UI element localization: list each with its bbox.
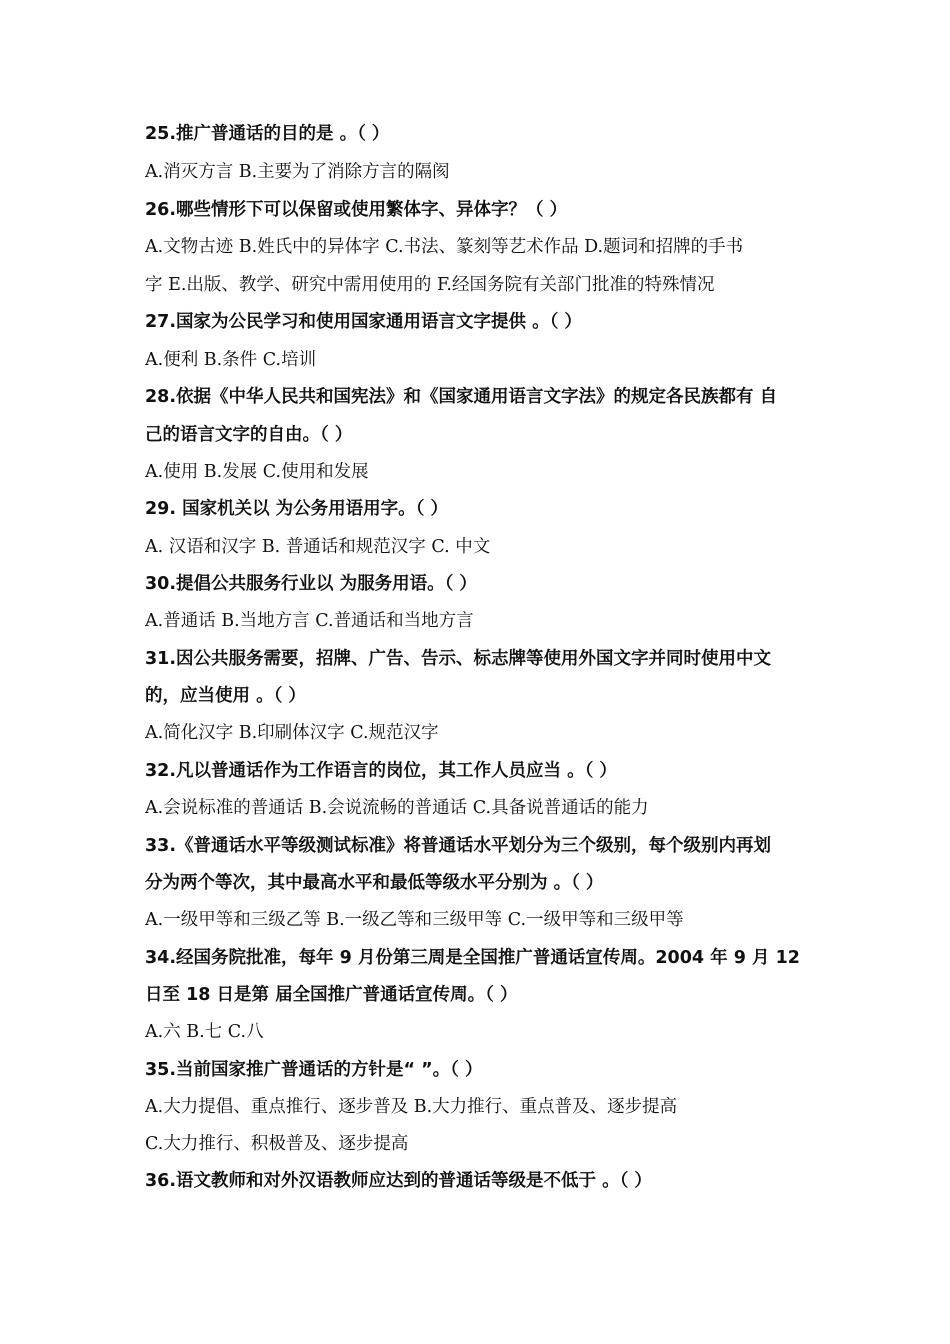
question-26: 26.哪些情形下可以保留或使用繁体字、异体字？（ ） [145, 200, 568, 220]
question-28: 28.依据《中华人民共和国宪法》和《国家通用语言文字法》的规定各民族都有 自 [145, 387, 778, 407]
question-29: 29. 国家机关以 为公务用语用字。（ ） [145, 499, 449, 519]
question-35: 35.当前国家推广普通话的方针是“ ”。（ ） [145, 1060, 483, 1080]
question-31: 31.因公共服务需要，招牌、广告、告示、标志牌等使用外国文字并同时使用中文 [145, 649, 771, 669]
question-29-options: A. 汉语和汉字 B. 普通话和规范汉字 C. 中文 [145, 537, 491, 557]
question-35-options-cont: C.大力推行、积极普及、逐步提高 [145, 1134, 409, 1154]
question-30-options: A.普通话 B.当地方言 C.普通话和当地方言 [145, 611, 474, 631]
question-27: 27.国家为公民学习和使用国家通用语言文字提供 。（ ） [145, 312, 582, 332]
question-34-cont: 日至 18 日是第 届全国推广普通话宣传周。（ ） [145, 985, 518, 1005]
question-27-options: A.便利 B.条件 C.培训 [145, 350, 317, 370]
question-33: 33.《普通话水平等级测试标准》将普通话水平划分为三个级别，每个级别内再划 [145, 836, 771, 856]
question-35-options: A.大力提倡、重点推行、逐步普及 B.大力推行、重点普及、逐步提高 [145, 1097, 678, 1117]
question-31-options: A.简化汉字 B.印刷体汉字 C.规范汉字 [145, 723, 439, 743]
question-26-options-cont: 字 E.出版、教学、研究中需用使用的 F.经国务院有关部门批准的特殊情况 [145, 275, 715, 295]
question-31-cont: 的，应当使用 。（ ） [145, 686, 306, 706]
question-25-options: A.消灭方言 B.主要为了消除方言的隔阂 [145, 162, 450, 182]
question-36: 36.语文教师和对外汉语教师应达到的普通话等级是不低于 。（ ） [145, 1171, 652, 1191]
question-34: 34.经国务院批准，每年 9 月份第三周是全国推广普通话宣传周。2004 年 9 月 12 [145, 948, 800, 968]
question-33-options: A.一级甲等和三级乙等 B.一级乙等和三级甲等 C.一级甲等和三级甲等 [145, 910, 684, 930]
question-25: 25.推广普通话的目的是 。（ ） [145, 124, 390, 144]
question-32: 32.凡以普通话作为工作语言的岗位，其工作人员应当 。（ ） [145, 761, 617, 781]
question-28-options: A.使用 B.发展 C.使用和发展 [145, 462, 369, 482]
question-33-cont: 分为两个等次，其中最高水平和最低等级水平分别为 。（ ） [145, 873, 604, 893]
question-32-options: A.会说标准的普通话 B.会说流畅的普通话 C.具备说普通话的能力 [145, 798, 649, 818]
question-30: 30.提倡公共服务行业以 为服务用语。（ ） [145, 574, 477, 594]
question-28-cont: 己的语言文字的自由。（ ） [145, 425, 353, 445]
question-26-options: A.文物古迹 B.姓氏中的异体字 C.书法、篆刻等艺术作品 D.题词和招牌的手书 [145, 237, 744, 257]
question-34-options: A.六 B.七 C.八 [145, 1022, 264, 1042]
